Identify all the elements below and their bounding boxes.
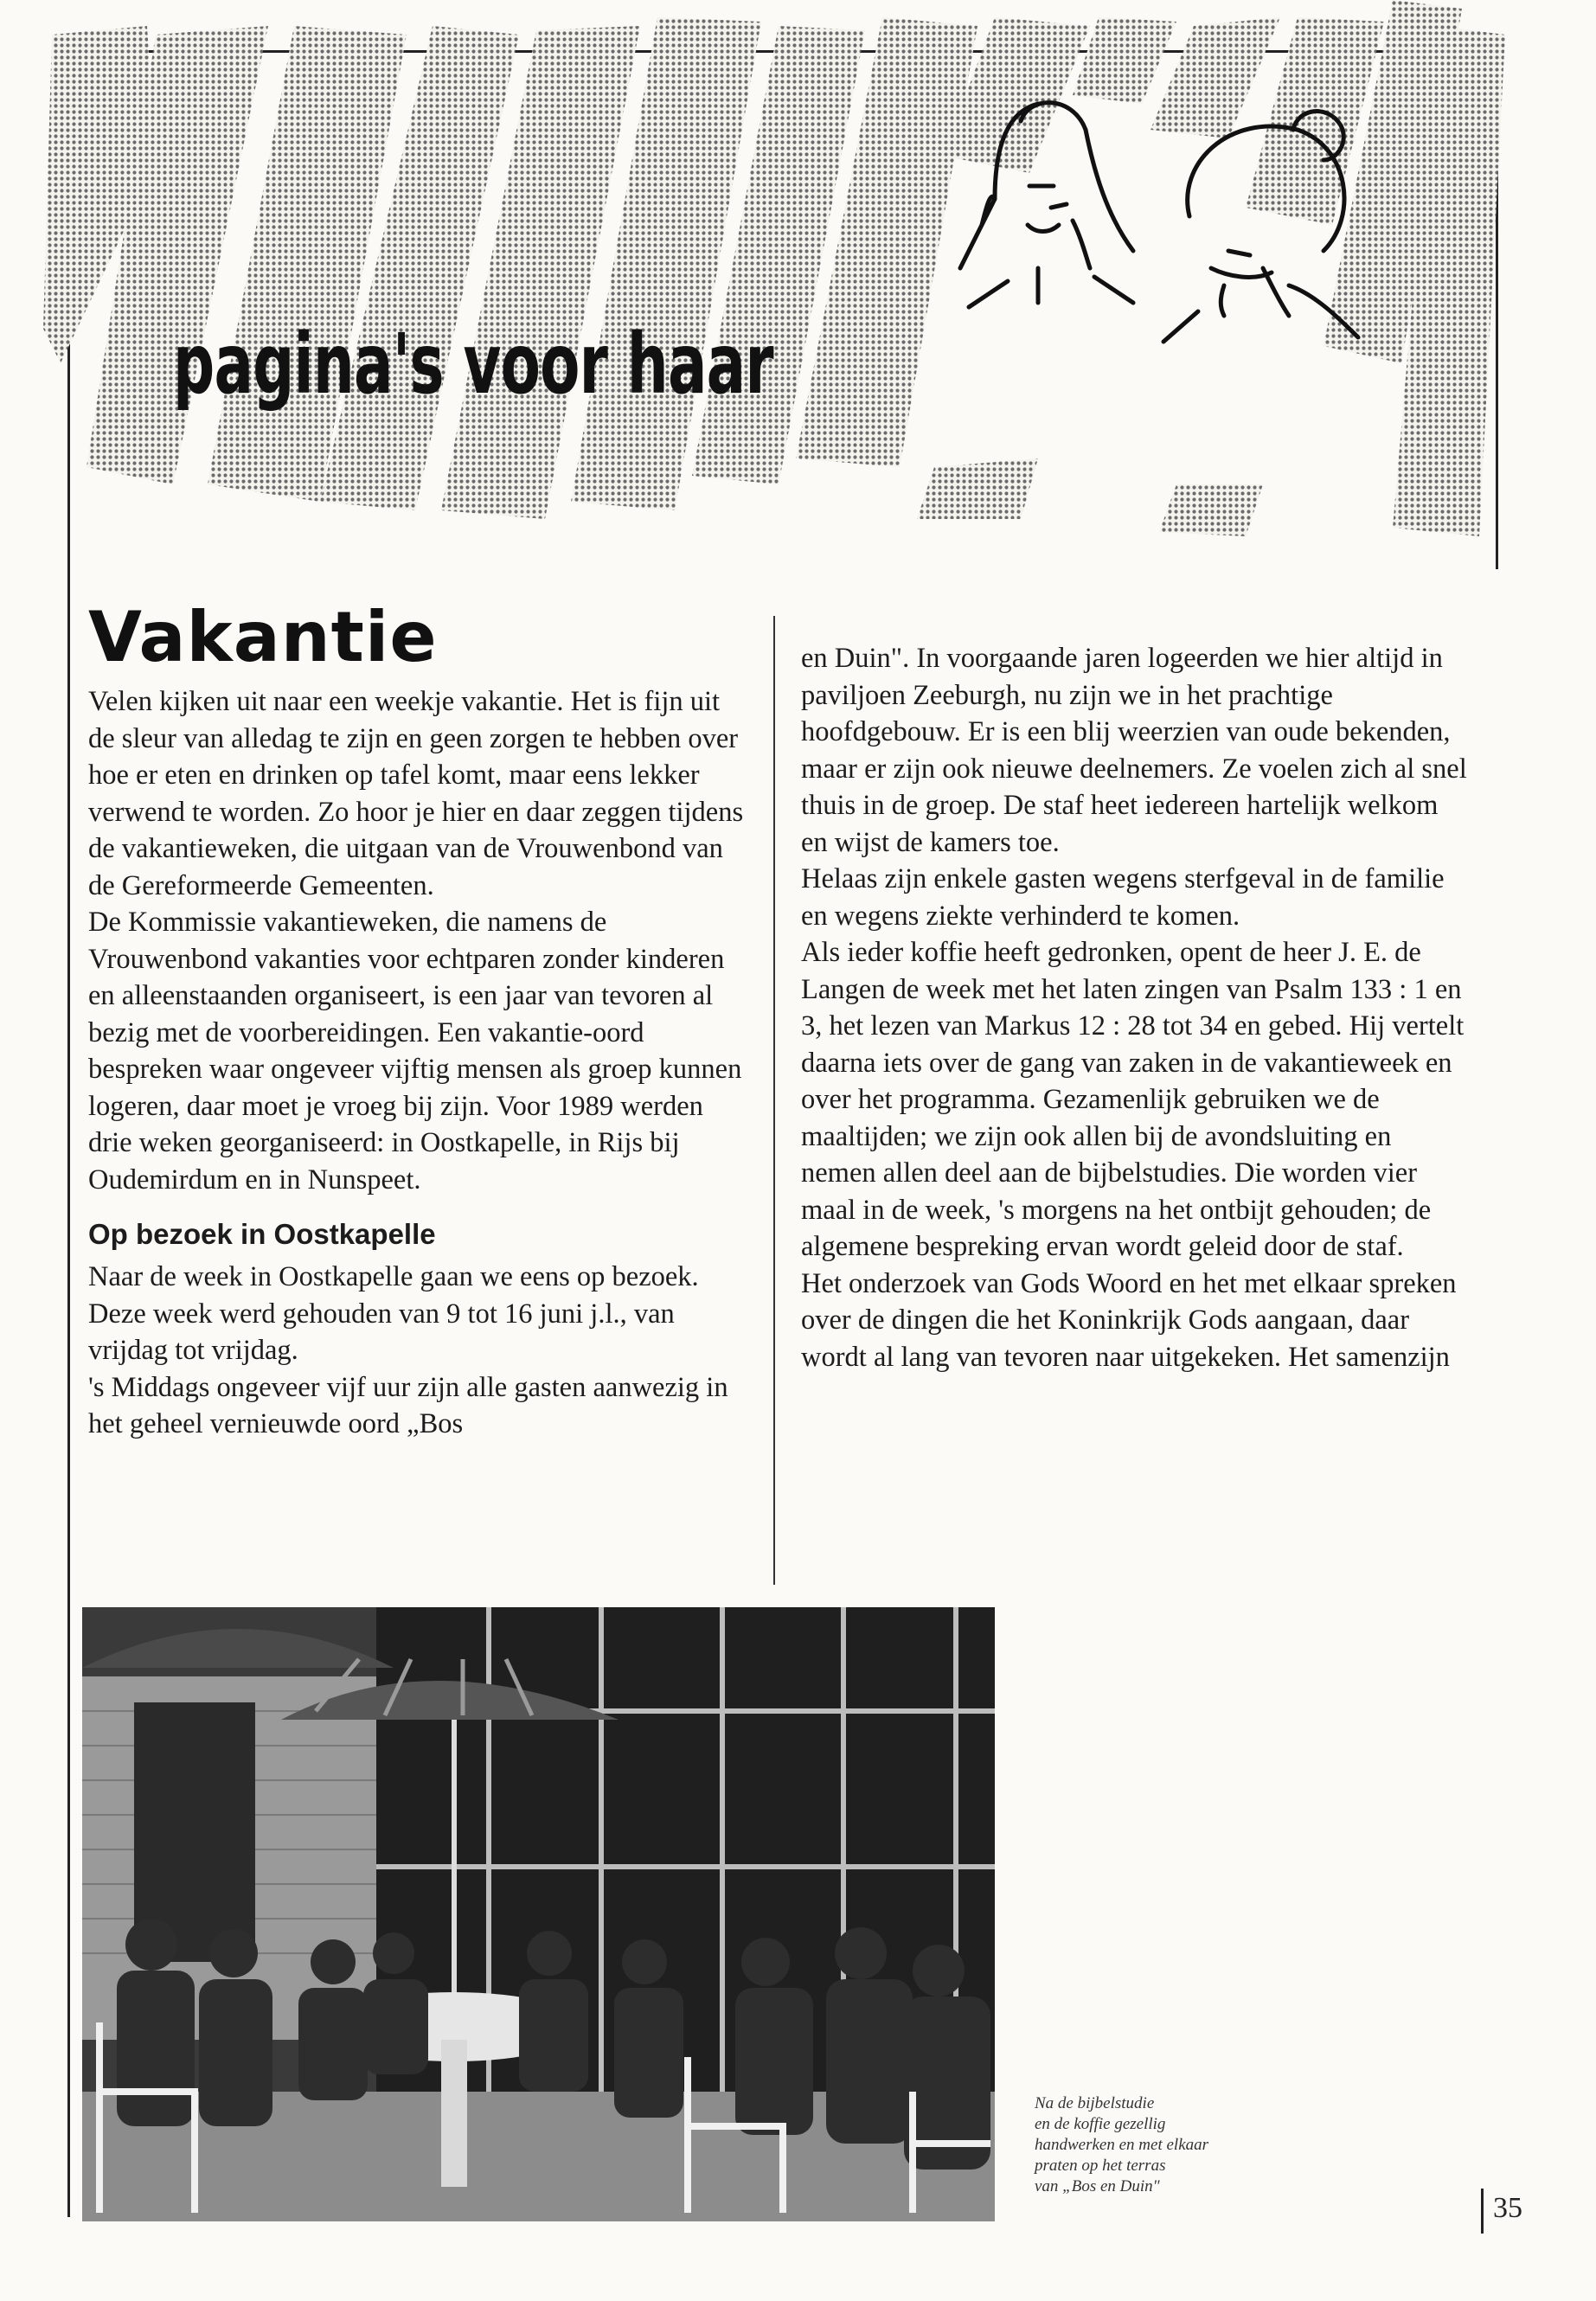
header-halftone-illustration xyxy=(35,0,1522,554)
paragraph: Het onderzoek van Gods Woord en het met elkaar spreken over de dingen die het Koninkrijk Gods aangaan, daar wordt al lang van tevoren naar uitgekeken. Het samenzijn xyxy=(801,1267,1457,1373)
paragraph: Naar de week in Oostkapelle gaan we eens op bezoek. Deze week werd gehouden van 9 tot 16 juni j.l., van vrijdag tot vrijdag. xyxy=(88,1261,699,1366)
subheading: Op bezoek in Oostkapelle xyxy=(88,1218,436,1250)
terrace-photo xyxy=(82,1607,995,2221)
article-title: Vakantie xyxy=(88,597,438,677)
paragraph: Als ieder koffie heeft gedronken, opent de heer J. E. de Langen de week met het laten zingen van Psalm 133 : 1 en 3, het lezen van Markus 12 : 28 tot 34 en gebed. Hij vertelt daarna iets over de gang van zaken in de vakantieweek en over het programma. Gezamenlijk gebruiken we de maaltijden; we zijn ook allen bij de avondsluiting en nemen allen deel aan de bijbelstudies. Die worden vier maal in de week, 's morgens na het ontbijt gehouden; de algemene bespreking ervan wordt geleid door de staf. xyxy=(801,937,1465,1262)
caption-line: handwerken en met elkaar xyxy=(1035,2136,1209,2154)
page-number: 35 xyxy=(1493,2192,1522,2224)
section-title: pagina's voor haar xyxy=(173,316,773,413)
caption-line: Na de bijbelstudie xyxy=(1035,2094,1155,2112)
column-divider xyxy=(773,616,775,1585)
photo-caption xyxy=(1035,2093,1294,2197)
header-banner xyxy=(35,0,1522,554)
paragraph: Velen kijken uit naar een weekje vakantie. Het is fijn uit de sleur van alledag te zijn en geen zorgen te hebben over hoe er eten en drinken op tafel komt, maar eens lekker verwend te worden. Zo hoor je hier en daar zeggen tijdens de vakantieweken, die uitgaan van de Vrouwenbond van de Gereformeerde Gemeenten. xyxy=(88,686,744,901)
paragraph: 's Middags ongeveer vijf uur zijn alle gasten aanwezig in het geheel vernieuwde oord „Bos xyxy=(88,1371,728,1439)
left-text-column xyxy=(88,683,746,1443)
page-number-rule xyxy=(1481,2189,1484,2234)
right-text-column xyxy=(801,640,1467,1375)
paragraph: en Duin". In voorgaande jaren logeerden we hier altijd in paviljoen Zeeburgh, nu zijn we in het prachtige hoofdgebouw. Er is een blij weerzien van oude bekenden, maar er zijn ook nieuwe deelnemers. Ze voelen zich al snel thuis in de groep. De staf heet iedereen hartelijk welkom en wijst de kamers toe. xyxy=(801,643,1467,858)
caption-line: van „Bos en Duin" xyxy=(1035,2177,1160,2195)
photo-illustration xyxy=(82,1607,995,2221)
caption-line: praten op het terras xyxy=(1035,2157,1166,2175)
paragraph: De Kommissie vakantieweken, die namens de Vrouwenbond vakanties voor echtparen zonder kinderen en alleenstaanden organiseert, is een jaar van tevoren al bezig met de voorbereidingen. Een vakantie-oord bespreken waar ongeveer vijftig mensen als groep kunnen logeren, daar moet je vroeg bij zijn. Voor 1989 werden drie weken georganiseerd: in Oostkapelle, in Rijs bij Oudemirdum en in Nunspeet. xyxy=(88,907,742,1195)
caption-line: en de koffie gezellig xyxy=(1035,2115,1166,2133)
paragraph: Helaas zijn enkele gasten wegens sterfgeval in de familie en wegens ziekte verhinderd te komen. xyxy=(801,863,1445,932)
